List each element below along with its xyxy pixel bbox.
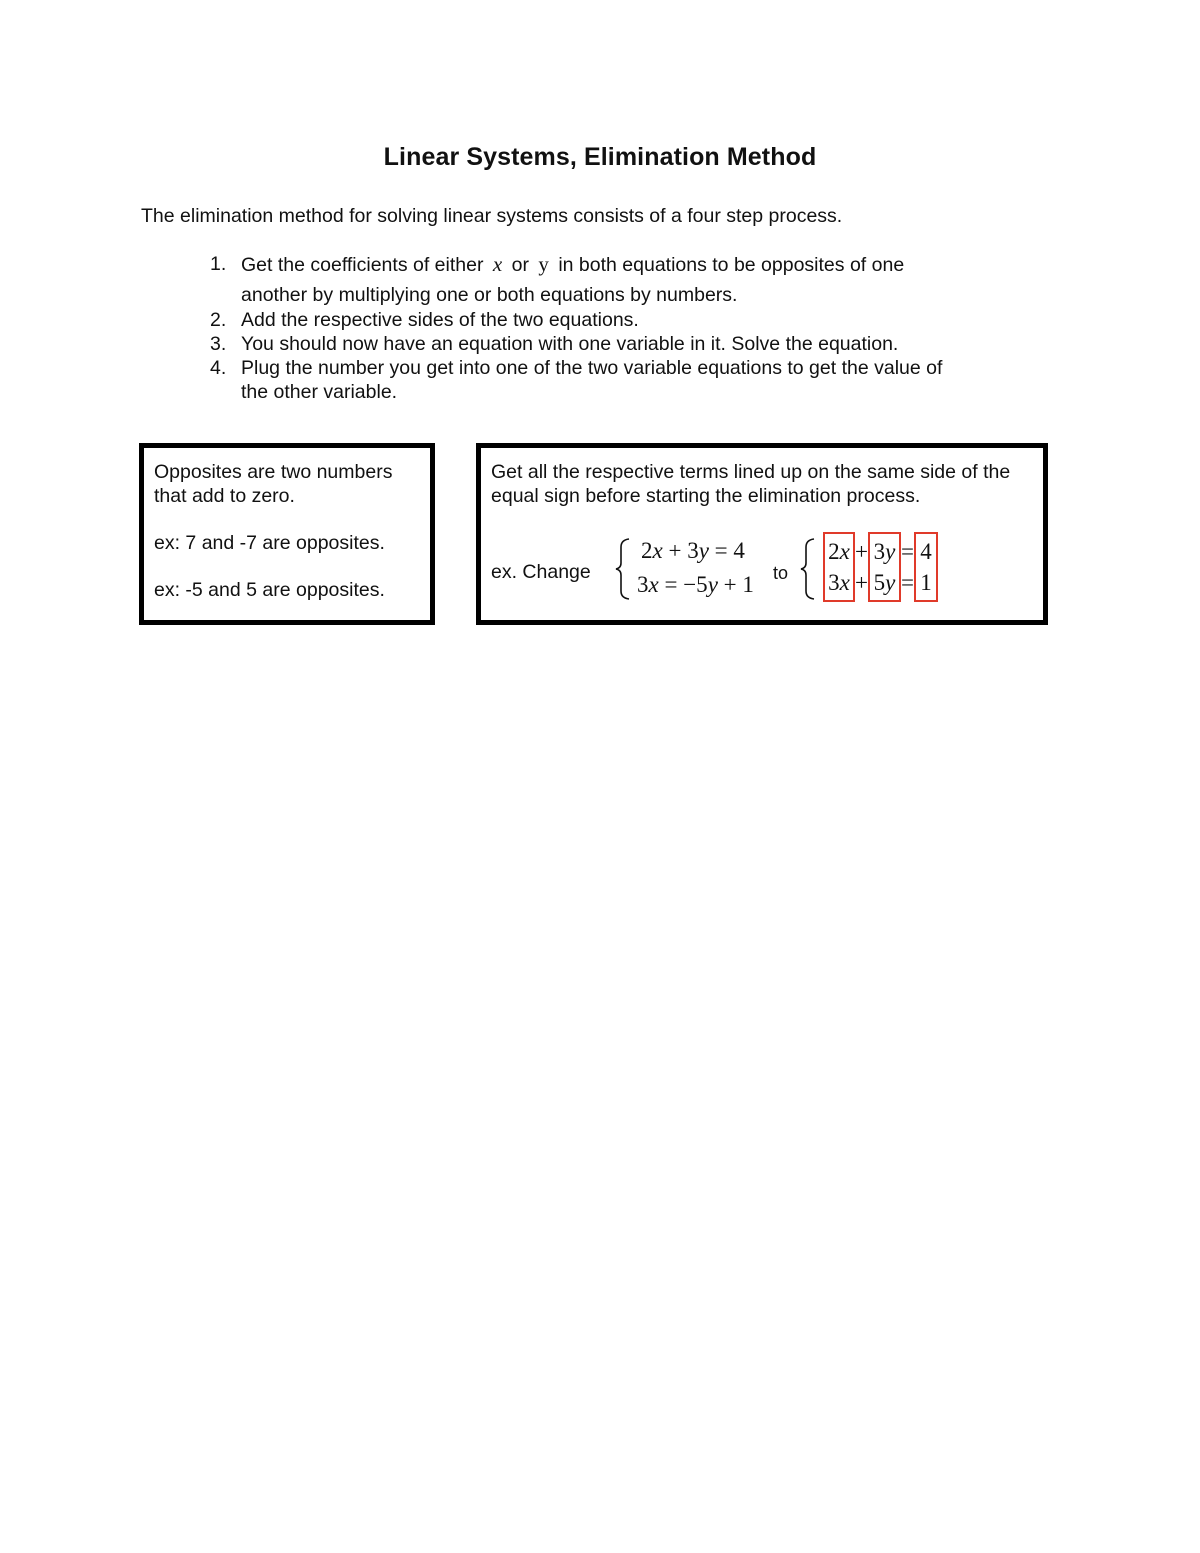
step-number: 3. (210, 333, 227, 355)
aligned-constant: 1 (920, 570, 932, 595)
opposites-example-1: ex: 7 and -7 are opposites. (154, 532, 385, 554)
step-number: 4. (210, 357, 227, 379)
step-text: Get the coefficients of either (241, 254, 484, 276)
aligned-plus: + (855, 539, 868, 564)
step-2 (210, 308, 1050, 332)
step-text-continued: the other variable. (241, 381, 398, 403)
opposites-definition: Opposites are two numbers that add to zero. (154, 461, 393, 507)
aligned-x-term: 3x (828, 570, 850, 595)
alignment-instruction: Get all the respective terms lined up on the same side of the equal sign before starting the elimination process. (491, 461, 1011, 507)
original-equation-2: 3x = −5y + 1 (637, 572, 754, 597)
alignment-example (491, 533, 1036, 603)
opposites-example-2: ex: -5 and 5 are opposites. (154, 579, 385, 601)
intro-paragraph: The elimination method for solving linear systems consists of a four step process. (141, 205, 843, 227)
steps-list (210, 252, 1050, 404)
aligned-y-term: 3y (873, 539, 896, 564)
page-title: Linear Systems, Elimination Method (383, 143, 817, 171)
step-3 (210, 332, 1050, 356)
step-text: or (511, 254, 529, 276)
aligned-equals: = (901, 539, 914, 564)
aligned-equals: = (901, 570, 914, 595)
variable-y: y (538, 252, 549, 276)
aligned-x-term: 2x (828, 539, 850, 564)
step-number: 2. (210, 309, 227, 331)
step-4 (210, 356, 1050, 404)
alignment-box (476, 443, 1048, 625)
step-text-continued: another by multiplying one or both equations by numbers. (241, 284, 738, 306)
step-text: in both equations to be opposites of one (558, 254, 905, 276)
original-equation-1: 2x + 3y = 4 (641, 538, 745, 563)
to-label: to (773, 563, 789, 583)
aligned-plus: + (855, 570, 868, 595)
step-1 (210, 252, 1050, 307)
variable-x: x (492, 252, 503, 276)
left-brace-icon (613, 537, 635, 601)
left-brace-icon (798, 537, 820, 601)
aligned-constant: 4 (920, 539, 932, 564)
step-number: 1. (210, 253, 227, 275)
step-text: You should now have an equation with one variable in it. Solve the equation. (241, 333, 899, 355)
opposites-box (139, 443, 435, 625)
step-text: Add the respective sides of the two equations. (241, 309, 639, 331)
step-text: Plug the number you get into one of the two variable equations to get the value of (241, 357, 943, 379)
aligned-y-term: 5y (873, 570, 896, 595)
example-label: ex. Change (491, 561, 591, 583)
